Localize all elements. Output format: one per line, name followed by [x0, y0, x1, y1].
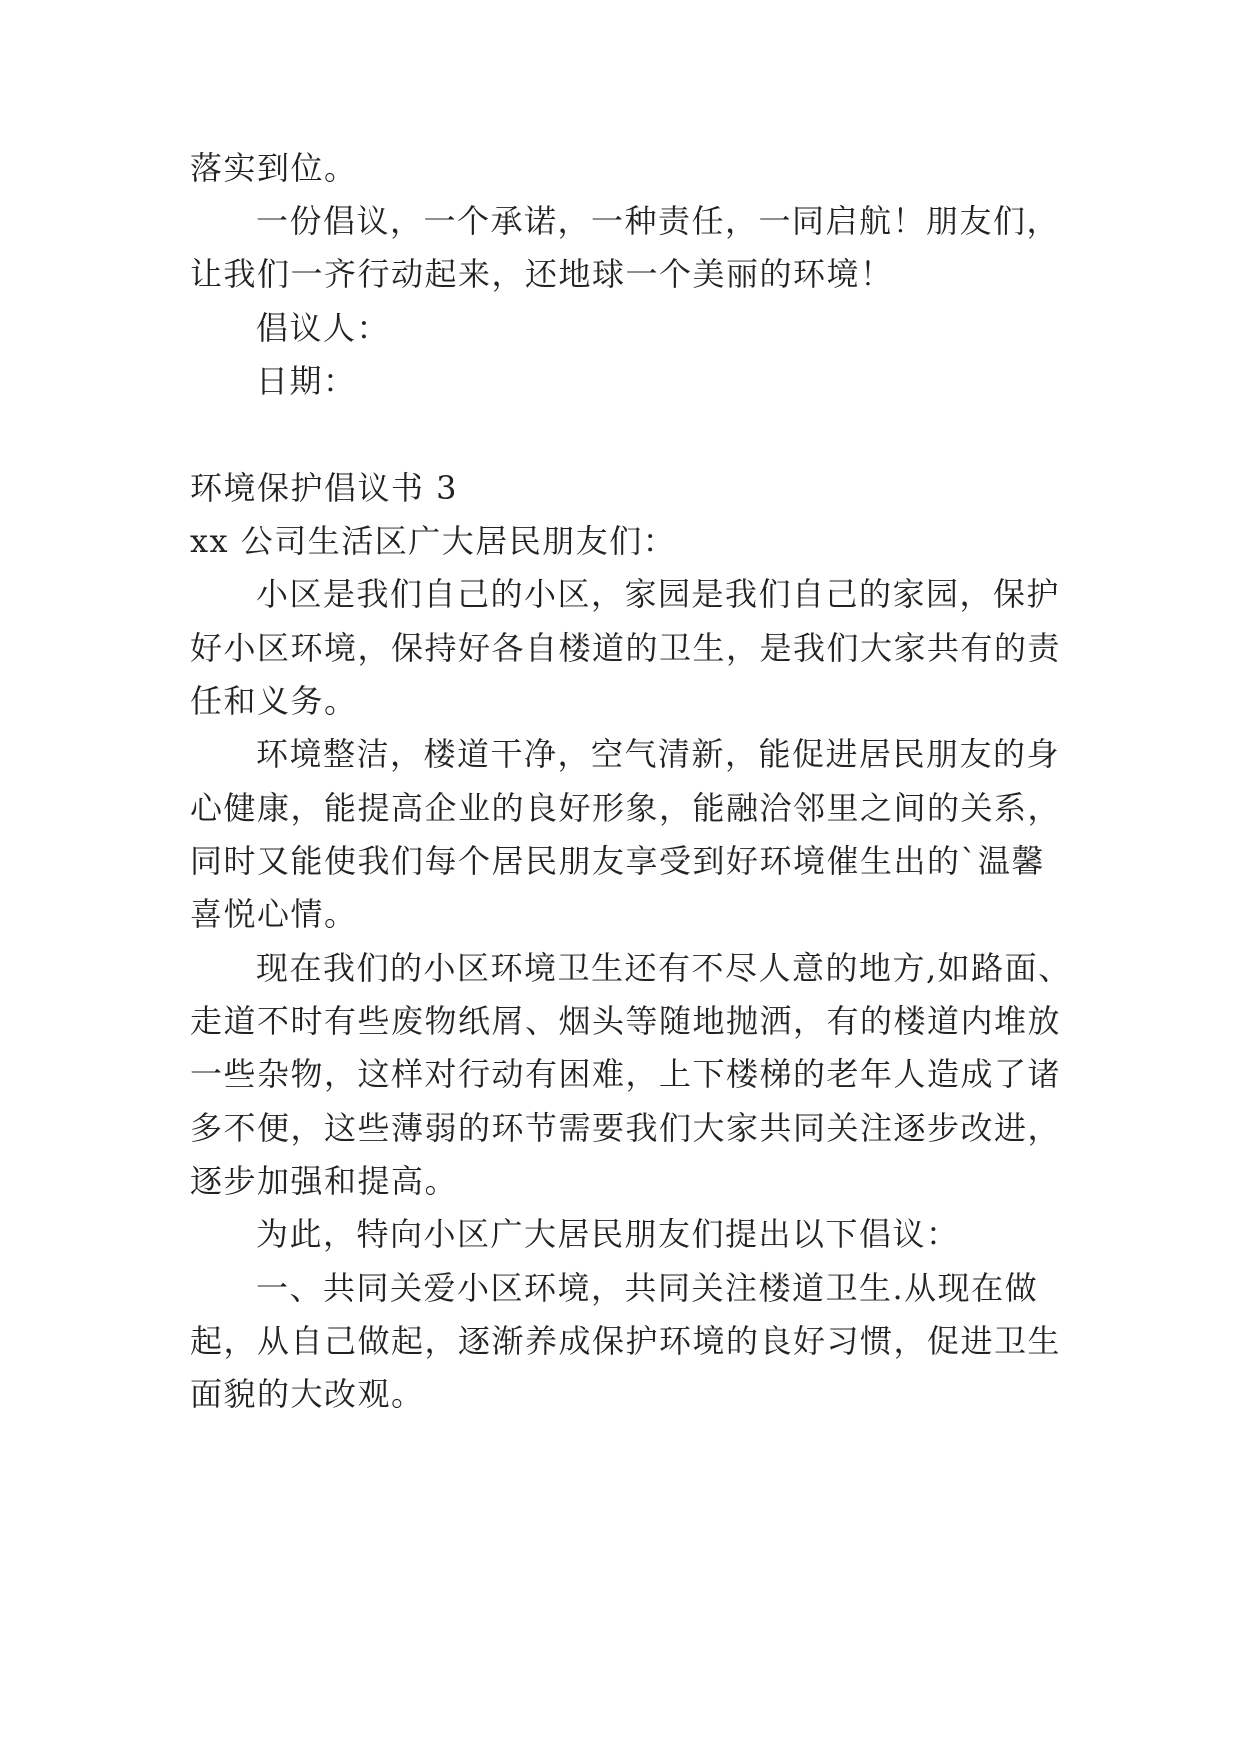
- text-line: 同时又能使我们每个居民朋友享受到好环境催生出的`温馨: [190, 842, 1046, 880]
- text-line: 逐步加强和提高。: [190, 1162, 459, 1200]
- text-line: 倡议人：: [256, 309, 391, 347]
- salutation: xx 公司生活区广大居民朋友们：: [190, 522, 677, 560]
- section-title: 环境保护倡议书 3: [190, 469, 459, 507]
- text-line: 多不便，这些薄弱的环节需要我们大家共同关注逐步改进，: [190, 1109, 1062, 1147]
- text-line: 一、共同关爱小区环境，共同关注楼道卫生.从现在做: [256, 1269, 1039, 1307]
- text-line: 任和义务。: [190, 682, 358, 720]
- text-line: 起，从自己做起，逐渐养成保护环境的良好习惯，促进卫生: [190, 1322, 1062, 1360]
- text-line: 小区是我们自己的小区，家园是我们自己的家园，保护: [256, 575, 1061, 613]
- text-line: 现在我们的小区环境卫生还有不尽人意的地方,如路面、: [256, 949, 1072, 987]
- text-line: 环境整洁，楼道干净，空气清新，能促进居民朋友的身: [256, 735, 1061, 773]
- text-line: 一些杂物，这样对行动有困难，上下楼梯的老年人造成了诸: [190, 1055, 1062, 1093]
- text-line: 落实到位。: [190, 149, 358, 187]
- text-line: 喜悦心情。: [190, 895, 358, 933]
- text-line: 心健康，能提高企业的良好形象，能融洽邻里之间的关系，: [190, 789, 1062, 827]
- text-line: 面貌的大改观。: [190, 1375, 425, 1413]
- text-line: 让我们一齐行动起来，还地球一个美丽的环境！: [190, 255, 894, 293]
- text-line: 一份倡议，一个承诺，一种责任，一同启航！朋友们，: [256, 202, 1061, 240]
- text-line: 日期：: [256, 362, 357, 400]
- text-line: 走道不时有些废物纸屑、烟头等随地抛洒，有的楼道内堆放: [190, 1002, 1062, 1040]
- text-line: 为此，特向小区广大居民朋友们提出以下倡议：: [256, 1215, 960, 1253]
- text-line: 好小区环境，保持好各自楼道的卫生，是我们大家共有的责: [190, 629, 1062, 667]
